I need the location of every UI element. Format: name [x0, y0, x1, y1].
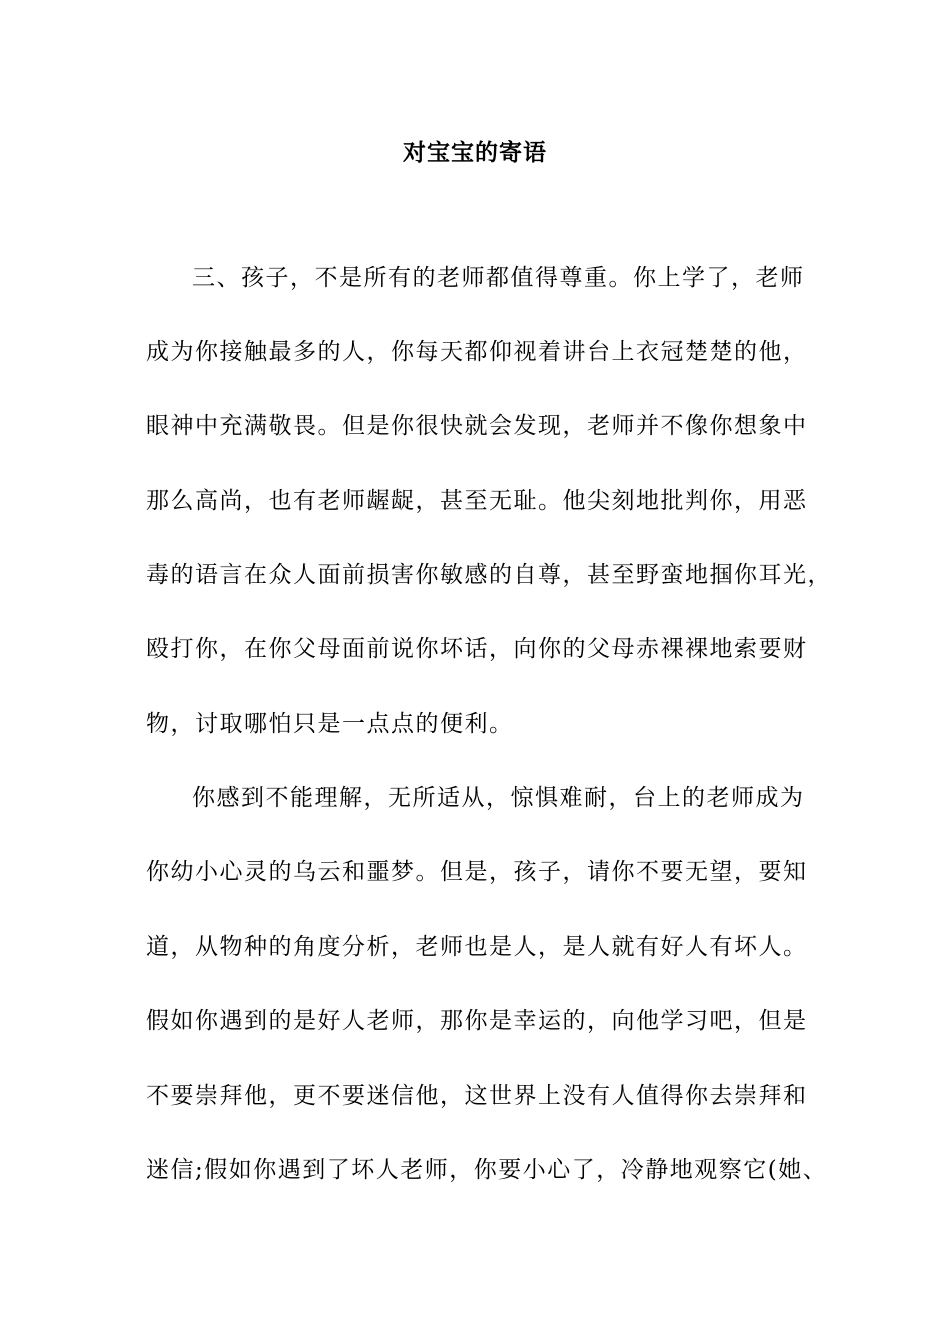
paragraph-line: 你感到不能理解，无所适从，惊惧难耐，台上的老师成为 [192, 785, 805, 811]
paragraph-line: 道，从物种的角度分析，老师也是人，是人就有好人有坏人。 [146, 934, 808, 960]
paragraph-line: 你幼小心灵的乌云和噩梦。但是，孩子，请你不要无望，要知 [146, 859, 808, 885]
paragraph-line: 不要崇拜他，更不要迷信他，这世界上没有人值得你去崇拜和 [146, 1083, 808, 1109]
paragraph-line: 假如你遇到的是好人老师，那你是幸运的，向他学习吧，但是 [146, 1008, 808, 1034]
document-title: 对宝宝的寄语 [403, 139, 547, 166]
paragraph-line: 毒的语言在众人面前损害你敏感的自尊，甚至野蛮地掴你耳光， [146, 562, 832, 588]
paragraph-line: 物，讨取哪怕只是一点点的便利。 [146, 711, 514, 737]
paragraph-line: 殴打你，在你父母面前说你坏话，向你的父母赤裸裸地索要财 [146, 636, 808, 662]
paragraph-line: 眼神中充满敬畏。但是你很快就会发现，老师并不像你想象中 [146, 413, 808, 439]
paragraph-line: 三、孩子，不是所有的老师都值得尊重。你上学了，老师 [192, 265, 805, 291]
paragraph-line: 那么高尚，也有老师龌龊，甚至无耻。他尖刻地批判你，用恶 [146, 488, 808, 514]
paragraph-line: 迷信;假如你遇到了坏人老师，你要小心了，冷静地观察它(她、 [146, 1157, 828, 1183]
paragraph-line: 成为你接触最多的人，你每天都仰视着讲台上衣冠楚楚的他， [146, 339, 808, 365]
